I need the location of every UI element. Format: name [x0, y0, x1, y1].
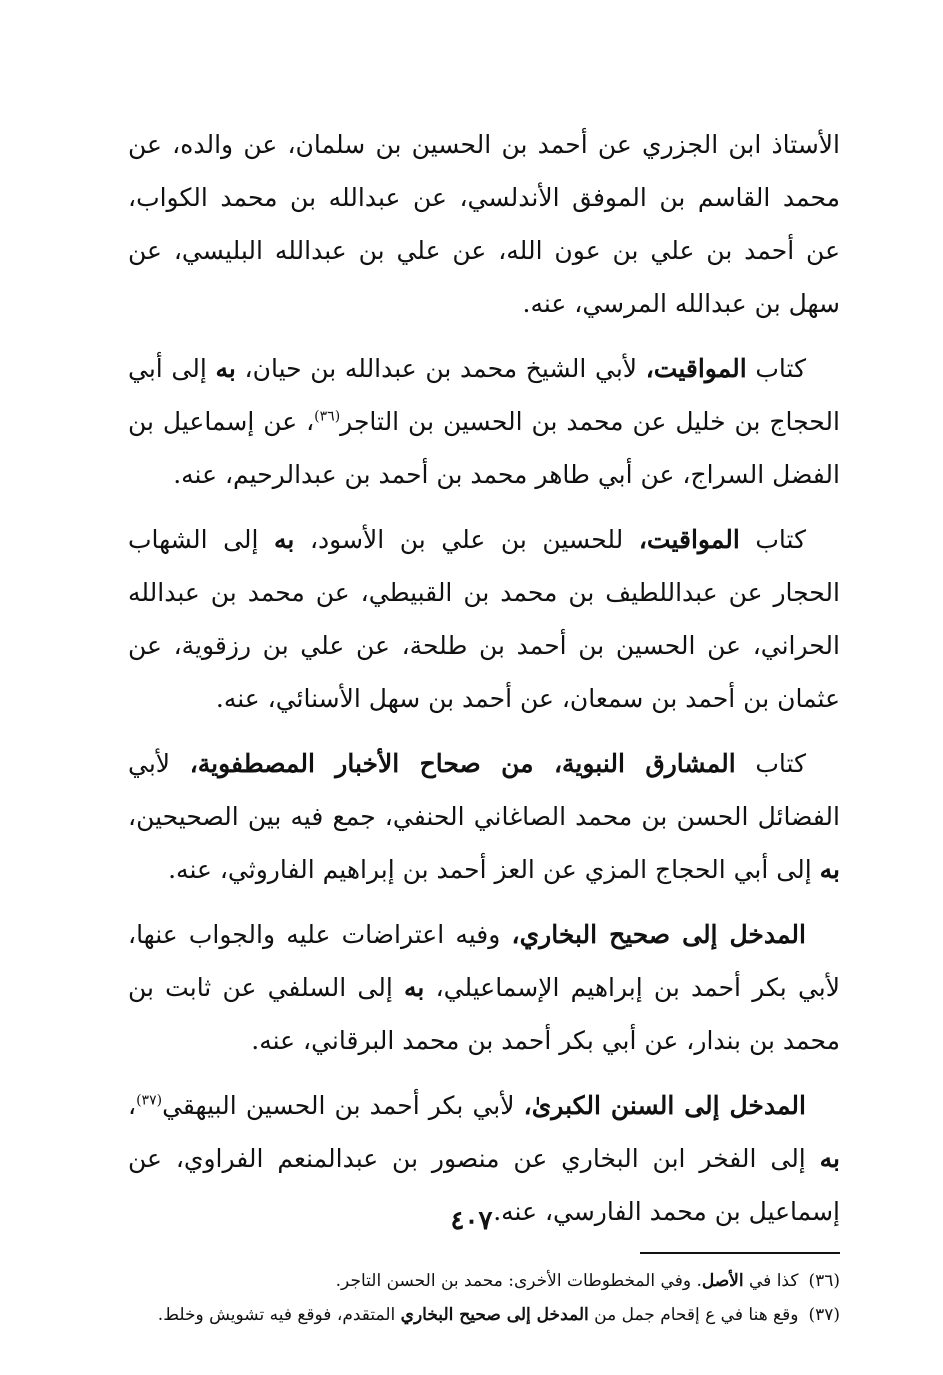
bold-title-text: به	[274, 525, 295, 554]
body-text-run: لأبي بكر أحمد بن الحسين البيهقي	[162, 1091, 524, 1120]
bold-title-text: المدخل إلى صحيح البخاري،	[511, 920, 806, 949]
body-text-run: . وفي المخطوطات الأخرى: محمد بن الحسن التاجر.	[335, 1271, 702, 1291]
bold-title-text: به	[404, 973, 425, 1002]
paragraph-isnad-continuation	[128, 118, 840, 330]
body-text-run: إلى السلفي عن ثابت بن محمد بن بندار، عن أبي بكر أحمد بن محمد البرقاني، عنه.	[128, 973, 840, 1055]
body-text-run: ،	[128, 1091, 137, 1120]
paragraph-al-madkhal-sahih-al-bukhari	[128, 908, 840, 1067]
body-text-run: كتاب	[739, 525, 806, 554]
page-body	[128, 118, 840, 1332]
bold-title-text: المشارق النبوية، من صحاح الأخبار المصطفوية،	[189, 749, 736, 778]
bold-title-text: المواقيت،	[638, 525, 740, 554]
bold-title-text: به	[819, 855, 840, 884]
footnote-37	[128, 1298, 840, 1332]
footnote-separator-rule	[640, 1252, 840, 1254]
body-text-run: إلى أبي الحجاج المزي عن العز أحمد بن إبراهيم الفاروثي، عنه.	[168, 855, 820, 884]
bold-title-text: به	[215, 354, 236, 383]
body-text-run: وفيه اعتراضات عليه والجواب عنها، لأبي بكر أحمد بن إبراهيم الإسماعيلي،	[128, 920, 840, 1002]
body-text-run: للحسين بن علي بن الأسود،	[294, 525, 639, 554]
bold-title-text: به	[819, 1144, 840, 1173]
body-text-run: المتقدم، فوقع فيه تشويش وخلط.	[157, 1305, 401, 1325]
body-text-run: إلى الفخر ابن البخاري عن منصور بن عبدالمنعم الفراوي، عن إسماعيل بن محمد الفارسي، عنه.	[128, 1144, 840, 1226]
paragraph-kitab-al-mawaqit-ibn-al-aswad	[128, 513, 840, 725]
body-text-run: لأبي الشيخ محمد بن عبدالله بن حيان،	[235, 354, 646, 383]
paragraph-kitab-al-mawaqit-abu-al-shaykh	[128, 342, 840, 501]
bold-title-text: المدخل إلى السنن الكبرىٰ،	[523, 1091, 806, 1120]
footnote-reference: (٣٦)	[314, 408, 341, 425]
bold-title-text: المدخل إلى صحيح البخاري	[400, 1305, 589, 1325]
body-text-run: وقع هنا في ع إقحام جمل من	[588, 1305, 799, 1325]
body-text-run: كتاب	[746, 354, 806, 383]
paragraph-al-mashariq-al-nabawiyya	[128, 737, 840, 896]
page-number: ٤٠٧	[450, 1206, 493, 1236]
body-text-run: إلى أبي الحجاج بن خليل عن محمد بن الحسين بن التاجر	[128, 354, 840, 436]
body-text-run: ، عن إسماعيل بن الفضل السراج، عن أبي طاهر محمد بن أحمد بن عبدالرحيم، عنه.	[128, 407, 840, 489]
body-text-run: كتاب	[735, 749, 806, 778]
footnote-36	[128, 1264, 840, 1298]
footnote-number: (٣٧)	[808, 1305, 840, 1325]
footnote-reference: (٣٧)	[136, 1092, 163, 1109]
body-text-run: لأبي الفضائل الحسن بن محمد الصاغاني الحنفي، جمع فيه بين الصحيحين،	[128, 749, 840, 831]
bold-title-text: الأصل	[701, 1271, 744, 1291]
body-text-run: كذا في	[743, 1271, 799, 1291]
body-text-run: الأستاذ ابن الجزري عن أحمد بن الحسين بن سلمان، عن والده، عن محمد القاسم بن الموفق الأندلسي، عن عبدالله بن محمد الكواب، عن أحمد بن علي بن عون الله، عن علي بن عبدالله البليسي، عن سهل بن عبدالله المرسي، عنه.	[128, 130, 840, 318]
footnote-number: (٣٦)	[808, 1271, 840, 1291]
bold-title-text: المواقيت،	[645, 354, 747, 383]
body-text-run: إلى الشهاب الحجار عن عبداللطيف بن محمد بن القبيطي، عن محمد بن عبدالله الحراني، عن الحسين بن أحمد بن طلحة، عن علي بن رزقوية، عن عثمان بن أحمد بن سمعان، عن أحمد بن سهل الأسنائي، عنه.	[128, 525, 840, 713]
